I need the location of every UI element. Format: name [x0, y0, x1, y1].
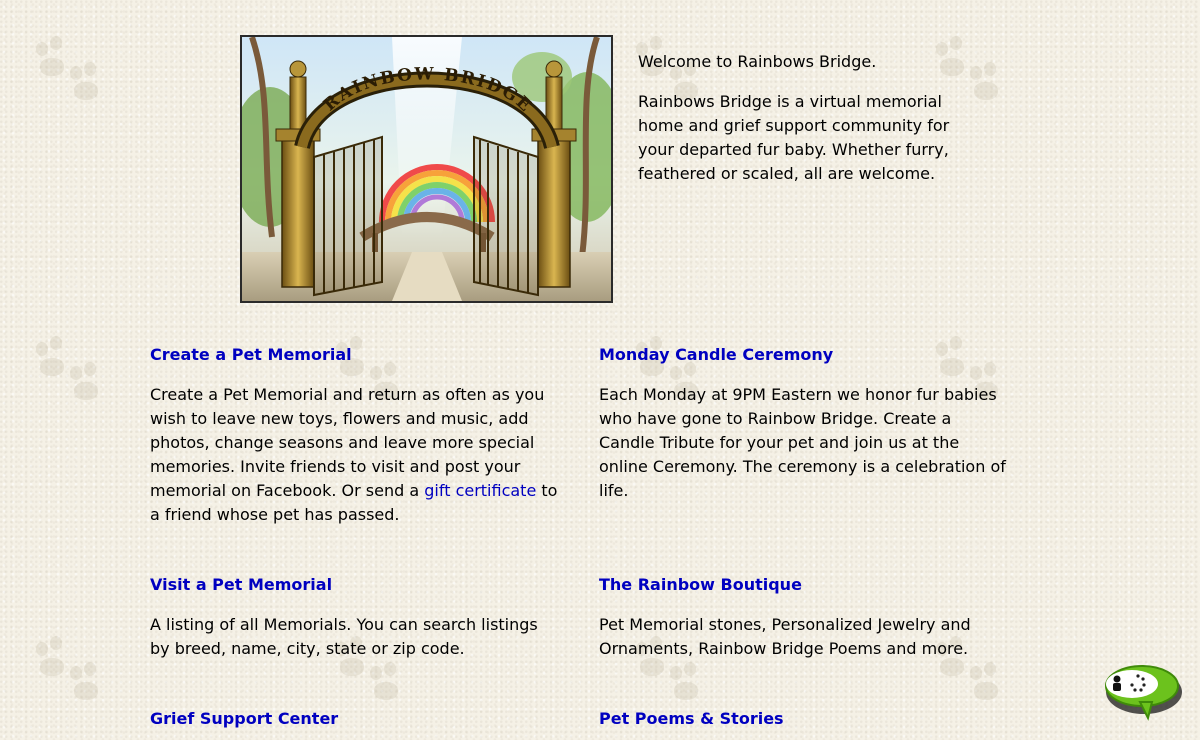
rainbow-boutique-description: Pet Memorial stones, Personalized Jewelry and Ornaments, Rainbow Bridge Poems and more.: [599, 615, 971, 658]
candle-ceremony-section: [599, 343, 1009, 503]
pet-poems-section: [599, 707, 1009, 731]
welcome-text: Welcome to Rainbows Bridge.: [638, 52, 877, 71]
pet-poems-link[interactable]: Pet Poems & Stories: [599, 709, 784, 728]
person-icon: [1113, 676, 1121, 692]
rainbow-bridge-gate-image: [240, 35, 613, 303]
paw-watermark: [32, 336, 106, 406]
gift-certificate-link[interactable]: gift certificate: [424, 481, 537, 500]
create-memorial-link[interactable]: Create a Pet Memorial: [150, 345, 352, 364]
rainbow-boutique-section: [599, 573, 1009, 661]
create-memorial-description: Create a Pet Memorial and return as often as you wish to leave new toys, flowers and music, add photos, change seasons and leave more special memories. Invite friends to visit and post your memorial on Facebook. Or send a gift certificate to a friend whose pet has passed.: [150, 385, 558, 524]
visit-memorial-description: A listing of all Memorials. You can search listings by breed, name, city, state or zip code.: [150, 615, 538, 658]
paw-watermark: [32, 36, 106, 106]
arch-text: RAINBOW BRIDGE: [319, 64, 537, 118]
intro-block: [638, 50, 953, 202]
visit-memorial-section: [150, 573, 560, 661]
visit-memorial-link[interactable]: Visit a Pet Memorial: [150, 575, 333, 594]
rainbow-boutique-link[interactable]: The Rainbow Boutique: [599, 575, 802, 594]
candle-ceremony-link[interactable]: Monday Candle Ceremony: [599, 345, 834, 364]
create-memorial-section: [150, 343, 560, 527]
chat-widget-button[interactable]: [1100, 662, 1184, 724]
grief-support-section: [150, 707, 560, 731]
gate-illustration: [242, 37, 611, 301]
intro-description: Rainbows Bridge is a virtual memorial home and grief support community for your departed fur baby. Whether furry, feathered or scaled, all are welcome.: [638, 92, 950, 183]
candle-ceremony-description: Each Monday at 9PM Eastern we honor fur babies who have gone to Rainbow Bridge. Create a Candle Tribute for your pet and join us at the online Ceremony. The ceremony is a celebration of life.: [599, 385, 1006, 500]
paw-watermark: [32, 636, 106, 706]
grief-support-link[interactable]: Grief Support Center: [150, 709, 339, 728]
